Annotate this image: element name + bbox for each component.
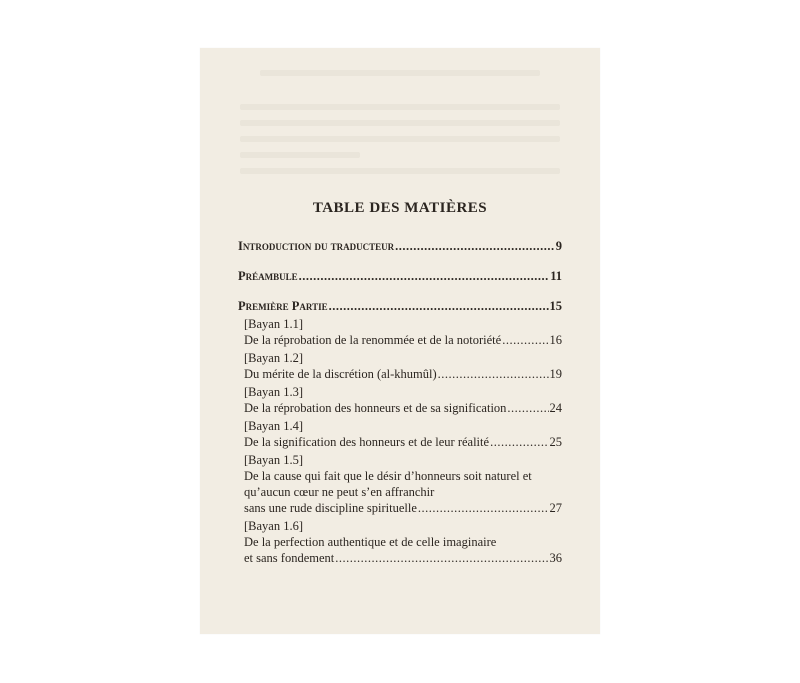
leader-dots [438, 366, 549, 382]
show-through-line [260, 70, 540, 76]
bayan-ref: [Bayan 1.2] [244, 351, 304, 365]
bayan-title: De la réprobation des honneurs et de sa signification [244, 401, 507, 415]
bayan-title-line: De la cause qui fait que le désir d’honneurs soit naturel et [244, 469, 532, 483]
toc-bayan-1-1[interactable] [244, 316, 562, 348]
bayan-list [238, 316, 562, 566]
bayan-page: 27 [549, 501, 562, 515]
bayan-ref: [Bayan 1.4] [244, 419, 304, 433]
toc-bayan-1-5[interactable] [244, 452, 562, 516]
toc-entry-premiere-partie[interactable] [238, 298, 562, 314]
toc-entry-page: 11 [550, 269, 562, 283]
leader-dots [329, 298, 549, 314]
bayan-title-line: qu’aucun cœur ne peut s’en affranchir [244, 485, 435, 499]
toc-bayan-1-6[interactable] [244, 518, 562, 566]
book-page [200, 48, 600, 634]
toc-entry-preambule[interactable] [238, 268, 562, 284]
bayan-page: 25 [549, 435, 562, 449]
bayan-ref: [Bayan 1.5] [244, 453, 304, 467]
toc-bayan-1-2[interactable] [244, 350, 562, 382]
toc-title: TABLE DES MATIÈRES [312, 200, 488, 216]
toc-bayan-1-3[interactable] [244, 384, 562, 416]
show-through-line [240, 120, 560, 126]
toc-bayan-1-4[interactable] [244, 418, 562, 450]
leader-dots [335, 550, 548, 566]
toc-entry-label: Première Partie [238, 299, 328, 313]
show-through-line [240, 168, 560, 174]
bayan-ref: [Bayan 1.3] [244, 385, 304, 399]
toc-entry-page: 15 [549, 299, 562, 313]
bayan-ref: [Bayan 1.6] [244, 519, 304, 533]
table-of-contents [238, 238, 562, 568]
show-through-line [240, 136, 560, 142]
bayan-page: 24 [549, 401, 562, 415]
bayan-page: 19 [549, 367, 562, 381]
toc-entry-page: 9 [555, 239, 562, 253]
show-through-line [240, 104, 560, 110]
leader-dots [490, 434, 548, 450]
bayan-ref: [Bayan 1.1] [244, 317, 304, 331]
show-through-line [240, 152, 360, 158]
bayan-page: 36 [549, 551, 562, 565]
leader-dots [507, 400, 548, 416]
bayan-title: Du mérite de la discrétion (al-khumûl) [244, 367, 437, 381]
bayan-title: De la signification des honneurs et de leur réalité [244, 435, 490, 449]
toc-entry-introduction[interactable] [238, 238, 562, 254]
bayan-title: De la réprobation de la renommée et de la notoriété [244, 333, 502, 347]
leader-dots [502, 332, 548, 348]
bayan-page: 16 [549, 333, 562, 347]
bayan-title: et sans fondement [244, 551, 335, 565]
toc-entry-label: Préambule [238, 269, 298, 283]
toc-entry-label: Introduction du traducteur [238, 239, 395, 253]
leader-dots [299, 268, 550, 284]
bayan-title-line: De la perfection authentique et de celle imaginaire [244, 535, 497, 549]
leader-dots [395, 238, 555, 254]
bayan-title: sans une rude discipline spirituelle [244, 501, 417, 515]
leader-dots [418, 500, 549, 516]
